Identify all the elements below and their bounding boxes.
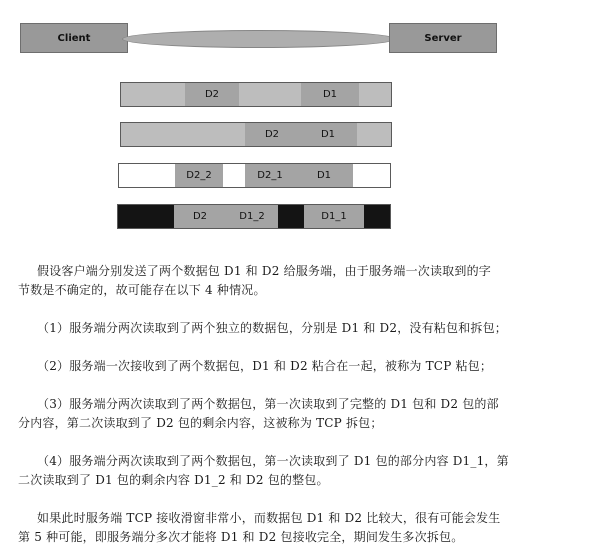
- packet-d2: D2: [174, 205, 226, 228]
- case-4-paragraph: [37, 452, 509, 471]
- dark-segment: [278, 205, 304, 228]
- packet-d2-1: D2_1: [245, 164, 295, 187]
- packet-d2-2: D2_2: [175, 164, 223, 187]
- dark-segment: [118, 205, 174, 228]
- case-3-paragraph: [37, 395, 499, 414]
- tcp-packet-diagram: [0, 0, 607, 260]
- gap-segment: [359, 83, 391, 106]
- text-line: 节数是不确定的，故可能存在以下 4 种情况。: [18, 283, 266, 297]
- packet-d1: D1: [301, 83, 359, 106]
- text-line: （3）服务端分两次读取到了两个数据包，第一次读取到了完整的 D1 包和 D2 包的部: [37, 397, 499, 411]
- case-5-paragraph-continued: [18, 528, 463, 547]
- scenario-3-bar: [118, 163, 391, 188]
- case-4-paragraph-continued: [18, 471, 329, 490]
- dark-segment: [364, 205, 390, 228]
- network-channel: [122, 30, 396, 48]
- text-line: 二次读取到了 D1 包的剩余内容 D1_2 和 D2 包的整包。: [18, 473, 329, 487]
- packet-d1: D1: [295, 164, 353, 187]
- gap-segment: [121, 83, 185, 106]
- scenario-2-bar: [120, 122, 392, 147]
- packet-d1: D1: [299, 123, 357, 146]
- case-1-paragraph: [37, 319, 507, 338]
- gap-segment: [357, 123, 391, 146]
- text-line: 如果此时服务端 TCP 接收滑窗非常小，而数据包 D1 和 D2 比较大，很有可能会发生: [37, 511, 501, 525]
- intro-paragraph-continued: [18, 281, 266, 300]
- scenario-1-bar: [120, 82, 392, 107]
- text-line: （2）服务端一次接收到了两个数据包，D1 和 D2 粘合在一起，被称为 TCP 粘包；: [37, 359, 493, 373]
- text-line: 假设客户端分别发送了两个数据包 D1 和 D2 给服务端，由于服务端一次读取到的字: [37, 264, 491, 278]
- empty-segment: [223, 164, 245, 187]
- packet-d1-1: D1_1: [304, 205, 364, 228]
- packet-d1-2: D1_2: [226, 205, 278, 228]
- text-line: 分内容，第二次读取到了 D2 包的剩余内容，这被称为 TCP 拆包；: [18, 416, 383, 430]
- intro-paragraph: [37, 262, 491, 281]
- text-line: （4）服务端分两次读取到了两个数据包，第一次读取到了 D1 包的部分内容 D1_1，第: [37, 454, 509, 468]
- empty-segment: [119, 164, 175, 187]
- packet-d2: D2: [245, 123, 299, 146]
- scenario-4-bar: [117, 204, 391, 229]
- text-line: 第 5 种可能，即服务端分多次才能将 D1 和 D2 包接收完全，期间发生多次拆包。: [18, 530, 464, 544]
- server-node: Server: [389, 23, 497, 53]
- case-3-paragraph-continued: [18, 414, 383, 433]
- case-5-paragraph: [37, 509, 500, 528]
- text-line: （1）服务端分两次读取到了两个独立的数据包，分别是 D1 和 D2，没有粘包和拆包；: [37, 321, 507, 335]
- empty-segment: [353, 164, 390, 187]
- case-2-paragraph: [37, 357, 492, 376]
- client-node: Client: [20, 23, 128, 53]
- gap-segment: [121, 123, 245, 146]
- packet-d2: D2: [185, 83, 239, 106]
- gap-segment: [239, 83, 301, 106]
